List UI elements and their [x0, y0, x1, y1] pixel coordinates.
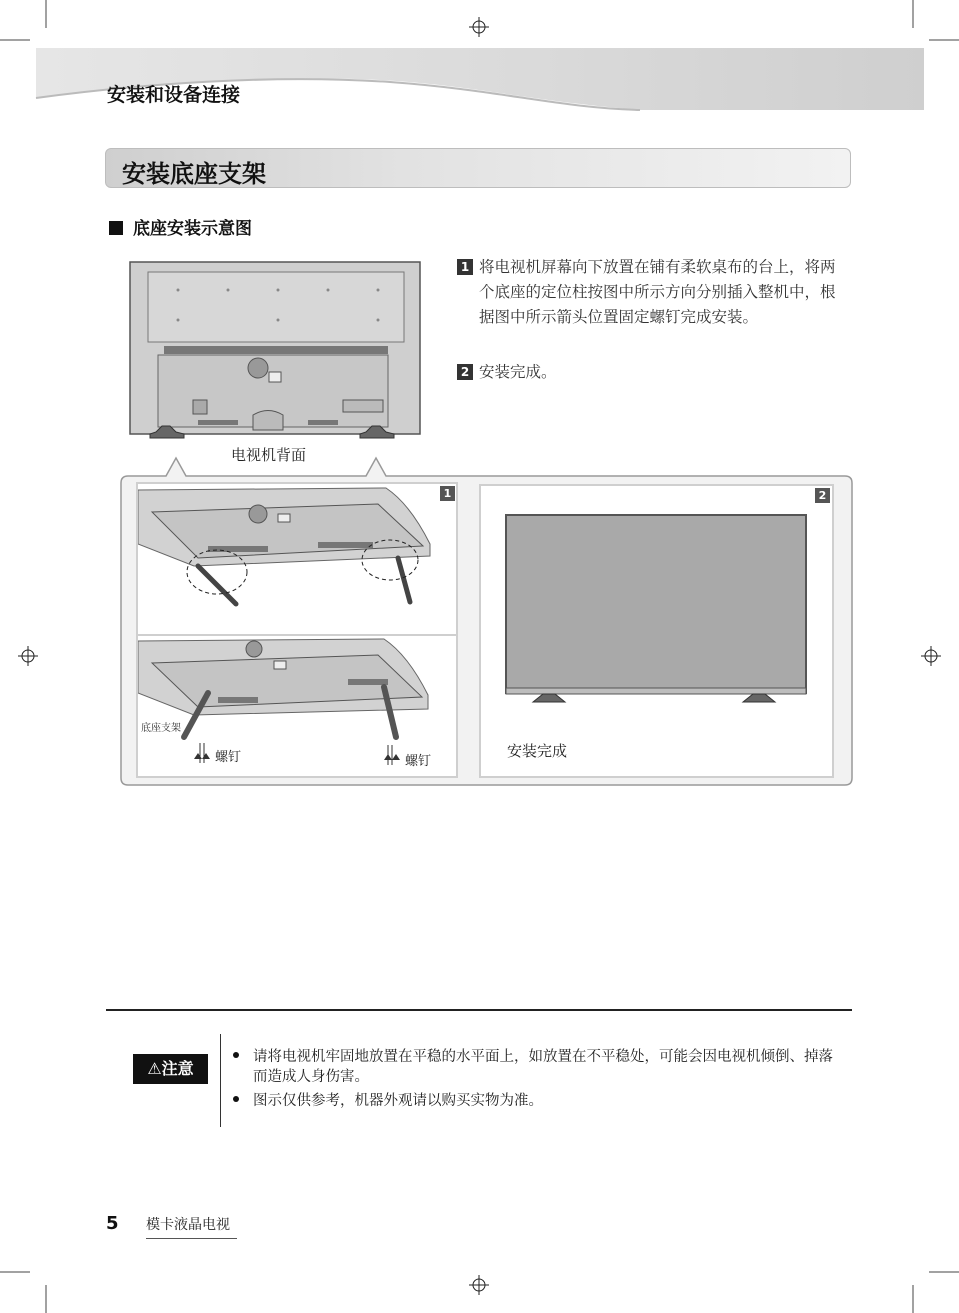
- caution-divider: [220, 1034, 221, 1127]
- tv-stand-left-icon: [533, 694, 565, 702]
- screw-label-left: 螺钉: [215, 750, 242, 765]
- panel-1-badge: 1: [440, 486, 455, 501]
- step-1: [457, 255, 847, 330]
- screw-arrow-left-icon: [194, 753, 210, 759]
- step-2-text: 安装完成。: [479, 363, 557, 381]
- panel-2-badge: 2: [815, 488, 830, 503]
- step-number-2: 2: [457, 364, 473, 380]
- screw-label-right: 螺钉: [405, 754, 432, 769]
- square-bullet-icon: [109, 221, 123, 235]
- step-2: [457, 360, 847, 385]
- caution-note-1-text: 请将电视机牢固地放置在平稳的水平面上，如放置在不平稳处，可能会因电视机倾倒、掉落而造成人身伤害。: [253, 1049, 833, 1085]
- subsection-title: 底座安装示意图: [133, 219, 252, 239]
- bullet-icon: [233, 1096, 239, 1102]
- caution-note-1: [233, 1047, 843, 1087]
- step-1-text: 将电视机屏幕向下放置在铺有柔软桌布的台上，将两个底座的定位柱按图中所示方向分别插入整机中，根据图中所示箭头位置固定螺钉完成安装。: [479, 258, 836, 326]
- caution-badge: [133, 1054, 208, 1084]
- panel-divider: [136, 634, 458, 636]
- done-caption: 安装完成: [507, 742, 568, 760]
- caution-label: 注意: [161, 1059, 194, 1078]
- bullet-icon: [233, 1052, 239, 1058]
- section-divider: [106, 1009, 852, 1011]
- stand-label: 底座支架: [141, 723, 181, 734]
- caution-note-2-text: 图示仅供参考，机器外观请以购买实物为准。: [253, 1093, 543, 1109]
- page-number: 5: [106, 1213, 119, 1234]
- header-title: 安装和设备连接: [107, 84, 241, 106]
- caution-note-2: [233, 1091, 843, 1111]
- step-number-1: 1: [457, 259, 473, 275]
- subsection-heading: [109, 214, 252, 239]
- footer-title: 模卡液晶电视: [146, 1214, 237, 1239]
- tv-back-illustration: [128, 260, 423, 445]
- panel-1-upper-illustration: [138, 484, 456, 634]
- tv-back-caption: 电视机背面: [231, 446, 307, 464]
- tv-front-illustration: [503, 512, 809, 707]
- section-title: 安装底座支架: [122, 160, 266, 188]
- tv-stand-right-icon: [743, 694, 775, 702]
- warning-triangle-icon: ⚠: [147, 1059, 162, 1078]
